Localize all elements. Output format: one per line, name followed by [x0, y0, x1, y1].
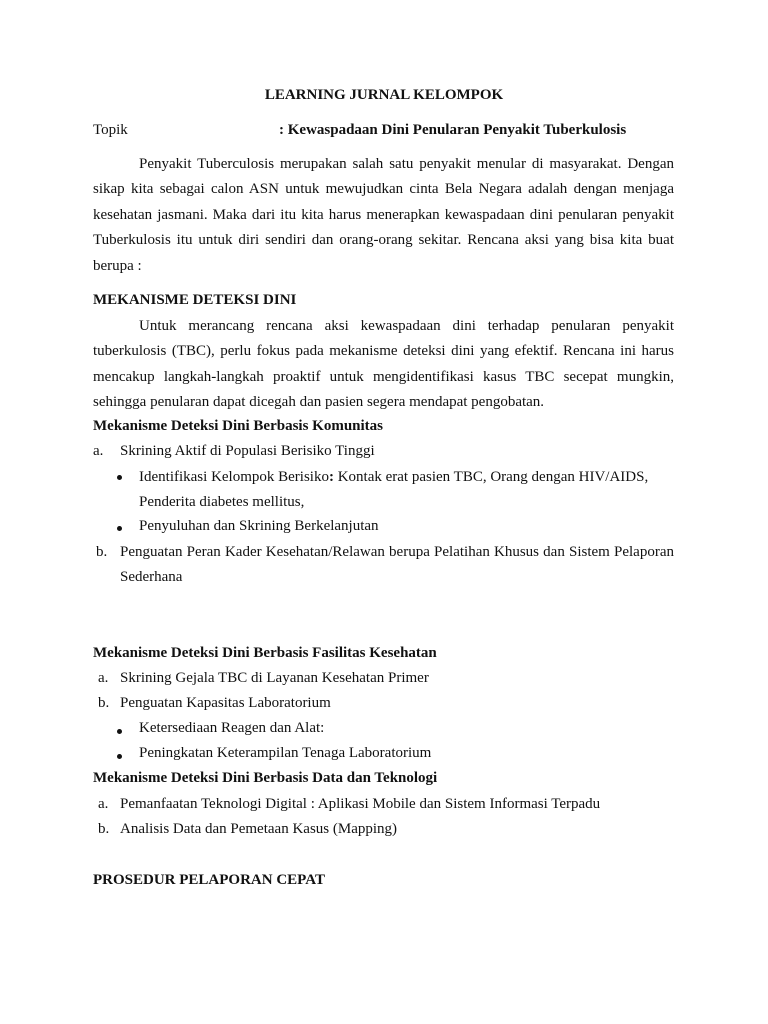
list-marker-b: b.: [98, 695, 110, 711]
bullet-icon: [117, 754, 122, 759]
bullet-icon: [117, 526, 122, 531]
list-marker-b: b.: [96, 544, 108, 560]
section-heading-deteksi-dini: MEKANISME DETEKSI DINI: [93, 292, 297, 308]
list-item-reagen: Ketersediaan Reagen dan Alat:: [139, 720, 325, 736]
topic-label: Topik: [93, 122, 128, 138]
subheading-komunitas: Mekanisme Deteksi Dini Berbasis Komunitas: [93, 418, 384, 434]
identifikasi-label: Identifikasi Kelompok Berisiko: [139, 469, 329, 485]
subheading-teknologi: Mekanisme Deteksi Dini Berbasis Data dan Teknologi: [93, 770, 438, 786]
list-item-skrining-gejala: Skrining Gejala TBC di Layanan Kesehatan Primer: [120, 670, 429, 686]
list-marker-b: b.: [98, 821, 110, 837]
topic-value: : Kewaspadaan Dini Penularan Penyakit Tuberkulosis: [279, 122, 627, 138]
bullet-icon: [117, 475, 122, 480]
section-heading-pelaporan: PROSEDUR PELAPORAN CEPAT: [93, 872, 325, 888]
identifikasi-colon: :: [328, 469, 334, 485]
list-item-skrining-aktif: Skrining Aktif di Populasi Berisiko Tinggi: [120, 443, 375, 459]
list-item-penguatan-lab: Penguatan Kapasitas Laboratorium: [120, 695, 331, 711]
list-marker-a: a.: [98, 796, 109, 812]
subheading-fasilitas: Mekanisme Deteksi Dini Berbasis Fasilitas Kesehatan: [93, 645, 437, 661]
list-item-teknologi-digital: Pemanfaatan Teknologi Digital : Aplikasi Mobile dan Sistem Informasi Terpadu: [120, 796, 601, 812]
list-item-penguatan-kader: Penguatan Peran Kader Kesehatan/Relawan berupa Pelatihan Khusus dan Sistem Pelaporan Sederhana: [120, 544, 674, 586]
list-marker-a: a.: [93, 443, 104, 459]
list-marker-a: a.: [98, 670, 109, 686]
intro-paragraph: Penyakit Tuberculosis merupakan salah satu penyakit menular di masyarakat. Dengan sikap kita sebagai calon ASN untuk mewujudkan cinta Bela Negara adalah dengan menjaga kesehatan jasmani. Maka dari itu kita harus menerapkan kewaspadaan dini penularan penyakit Tuberkulosis itu untuk diri sendiri dan orang-orang sekitar. Rencana aksi yang bisa kita buat berupa :: [93, 156, 674, 274]
list-item-identifikasi: [139, 465, 674, 516]
identifikasi-text: Kontak erat pasien TBC, Orang dengan HIV/AIDS, Penderita diabetes mellitus,: [139, 469, 649, 511]
document-title: LEARNING JURNAL KELOMPOK: [264, 87, 504, 103]
deteksi-dini-paragraph: Untuk merancang rencana aksi kewaspadaan dini terhadap penularan penyakit tuberkulosis (TBC), perlu fokus pada mekanisme deteksi dini yang efektif. Rencana ini harus mencakup langkah-langkah proaktif untuk mengidentifikasi kasus TBC secepat mungkin, sehingga penularan dapat dicegah dan pasien segera mendapat pengobatan.: [93, 318, 674, 411]
list-item-analisis-data: Analisis Data dan Pemetaan Kasus (Mapping): [120, 821, 398, 837]
list-item-penyuluhan: Penyuluhan dan Skrining Berkelanjutan: [139, 518, 379, 534]
bullet-icon: [117, 729, 122, 734]
list-item-keterampilan: Peningkatan Keterampilan Tenaga Laboratorium: [139, 745, 432, 761]
